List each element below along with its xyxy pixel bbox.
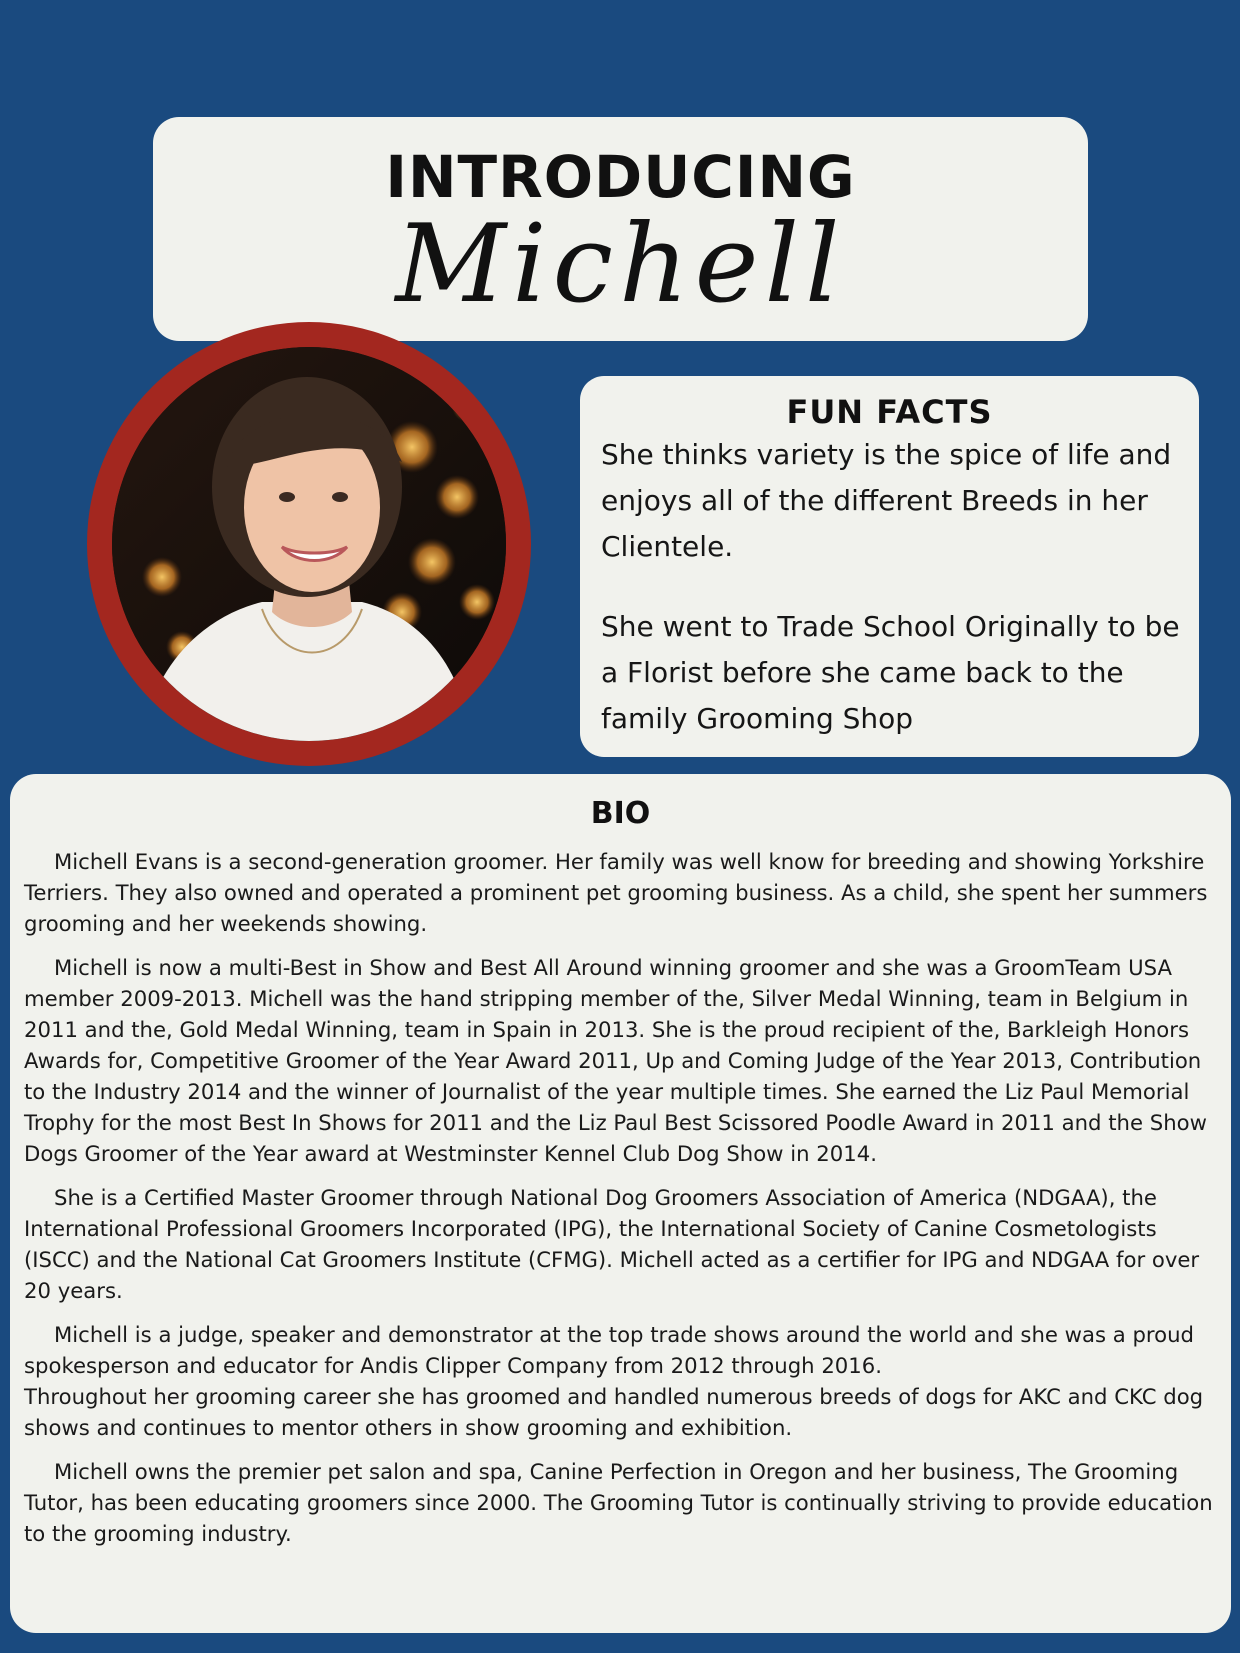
bio-paragraph: She is a Certified Master Groomer through National Dog Groomers Association of America (NDGAA), the International Professional Groomers Incorporated (IPG), the International Society of Canine Cosmetologists (ISCC) and the National Cat Groomers Institute (CFMG). Michell acted as a certifier for IPG and NDGAA for over 20 years.	[24, 1185, 1200, 1303]
fun-fact-1: She thinks variety is the spice of life and enjoys all of the different Breeds in her Clientele.	[601, 438, 1172, 563]
bio-paragraph: Michell is now a multi-Best in Show and Best All Around winning groomer and she was a GroomTeam USA member 2009-2013. Michell was the hand stripping member of the, Silver Medal Winning, team in Belgium in 2011 and the, Gold Medal Winning, team in Spain in 2013. She is the proud recipient of the, Barkleigh Honors Awards for, Competitive Groomer of the Year Award 2011, Up and Coming Judge of the Year 2013, Contribution to the Industry 2014 and the winner of Journalist of the year multiple times. She earned the Liz Paul Memorial Trophy for the most Best In Shows for 2011 and the Liz Paul Best Scissored Poodle Award in 2011 and the Show Dogs Groomer of the Year award at Westminster Kennel Club Dog Show in 2014.	[24, 955, 1207, 1166]
bio-paragraph: Michell is a judge, speaker and demonstrator at the top trade shows around the world and she was a proud spokesperson and educator for Andis Clipper Company from 2012 through 2016.	[24, 1322, 1194, 1378]
portrait-photo-icon	[112, 347, 506, 741]
bio-body	[24, 846, 1224, 1562]
name-script-heading: Michell	[395, 202, 846, 327]
fun-facts-card	[580, 376, 1199, 757]
intro-heading: INTRODUCING	[385, 143, 856, 211]
bio-card	[10, 774, 1231, 1633]
bio-paragraph: Throughout her grooming career she has groomed and handled numerous breeds of dogs for AKC and CKC dog shows and continues to mentor others in show grooming and exhibition.	[24, 1384, 1204, 1440]
bio-paragraph-group	[24, 1319, 1224, 1443]
bio-paragraph: Michell owns the premier pet salon and spa, Canine Perfection in Oregon and her business, The Grooming Tutor, has been educating groomers since 2000. The Grooming Tutor is continually striving to provide education to the grooming industry.	[24, 1459, 1213, 1546]
bio-paragraph: Michell Evans is a second-generation groomer. Her family was well know for breeding and showing Yorkshire Terriers. They also owned and operated a prominent pet grooming business. As a child, she spent her summers grooming and her weekends showing.	[24, 849, 1208, 936]
fun-facts-heading: FUN FACTS	[786, 393, 993, 431]
title-card	[153, 117, 1088, 341]
portrait-photo	[112, 347, 506, 741]
bio-heading: BIO	[590, 796, 651, 831]
photo-ring	[87, 322, 531, 766]
fun-fact-2: She went to Trade School Originally to be a Florist before she came back to the family Grooming Shop	[601, 610, 1180, 735]
